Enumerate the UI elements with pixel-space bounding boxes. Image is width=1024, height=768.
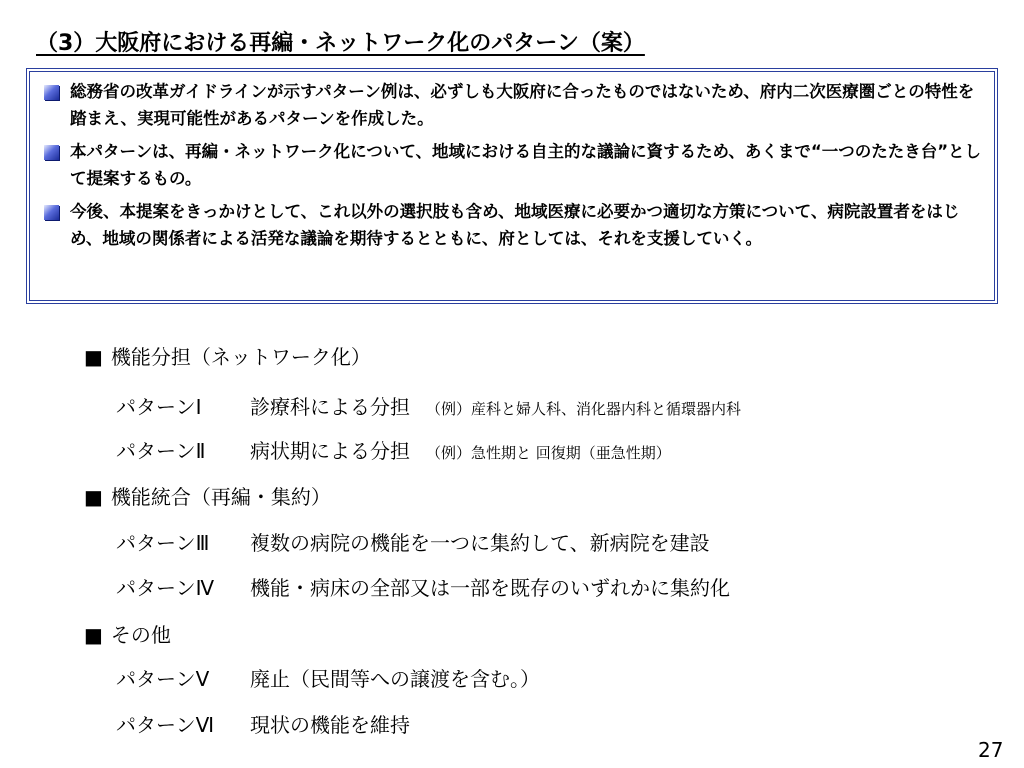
summary-bullet	[42, 138, 984, 192]
page-number: 27	[978, 738, 1004, 762]
section-heading	[84, 622, 171, 648]
pattern-description: 診療科による分担	[250, 395, 410, 419]
section-heading	[84, 344, 371, 370]
summary-bullet	[42, 78, 984, 132]
summary-text: 今後、本提案をきっかけとして、これ以外の選択肢も含め、地域医療に必要かつ適切な方策について、病院設置者をはじめ、地域の関係者による活発な議論を期待するとともに、府としては、それを支援していく。	[70, 202, 960, 248]
square-marker-icon: ■	[84, 345, 103, 369]
slide-title: （3）大阪府における再編・ネットワーク化のパターン（案）	[36, 31, 645, 56]
pattern-row	[116, 575, 730, 601]
pattern-name: パターンⅠ	[116, 395, 202, 419]
pattern-row	[116, 712, 410, 738]
pattern-name: パターンⅡ	[116, 439, 206, 463]
pattern-name: パターンⅥ	[116, 713, 215, 737]
pattern-example: （例）産科と婦人科、消化器内科と循環器内科	[426, 400, 742, 418]
pattern-row	[116, 666, 540, 692]
blue-square-bullet-icon	[44, 85, 59, 100]
pattern-name: パターンⅢ	[116, 531, 210, 555]
square-marker-icon: ■	[84, 485, 103, 509]
square-marker-icon: ■	[84, 623, 103, 647]
pattern-description: 現状の機能を維持	[250, 713, 410, 737]
section-heading-text: 機能分担（ネットワーク化）	[110, 345, 371, 369]
summary-box	[26, 68, 998, 304]
pattern-description: 複数の病院の機能を一つに集約して、新病院を建設	[250, 531, 710, 555]
summary-text: 総務省の改革ガイドラインが示すパターン例は、必ずしも大阪府に合ったものではないため、府内二次医療圏ごとの特性を踏まえ、実現可能性があるパターンを作成した。	[70, 82, 975, 128]
pattern-row	[116, 530, 710, 556]
summary-bullet	[42, 198, 984, 252]
pattern-description: 病状期による分担	[250, 439, 410, 463]
pattern-description: 機能・病床の全部又は一部を既存のいずれかに集約化	[250, 576, 730, 600]
pattern-name: パターンⅤ	[116, 667, 210, 691]
pattern-name: パターンⅣ	[116, 576, 215, 600]
pattern-row	[116, 394, 741, 422]
section-heading-text: 機能統合（再編・集約）	[110, 485, 331, 509]
summary-text: 本パターンは、再編・ネットワーク化について、地域における自主的な議論に資するため、あくまで“一つのたたき台”として提案するもの。	[70, 142, 982, 188]
blue-square-bullet-icon	[44, 145, 59, 160]
pattern-row	[116, 438, 671, 466]
blue-square-bullet-icon	[44, 205, 59, 220]
pattern-description: 廃止（民間等への譲渡を含む。）	[250, 667, 540, 691]
section-heading	[84, 484, 331, 510]
section-heading-text: その他	[110, 623, 171, 647]
pattern-example: （例）急性期と 回復期（亜急性期）	[426, 444, 671, 462]
